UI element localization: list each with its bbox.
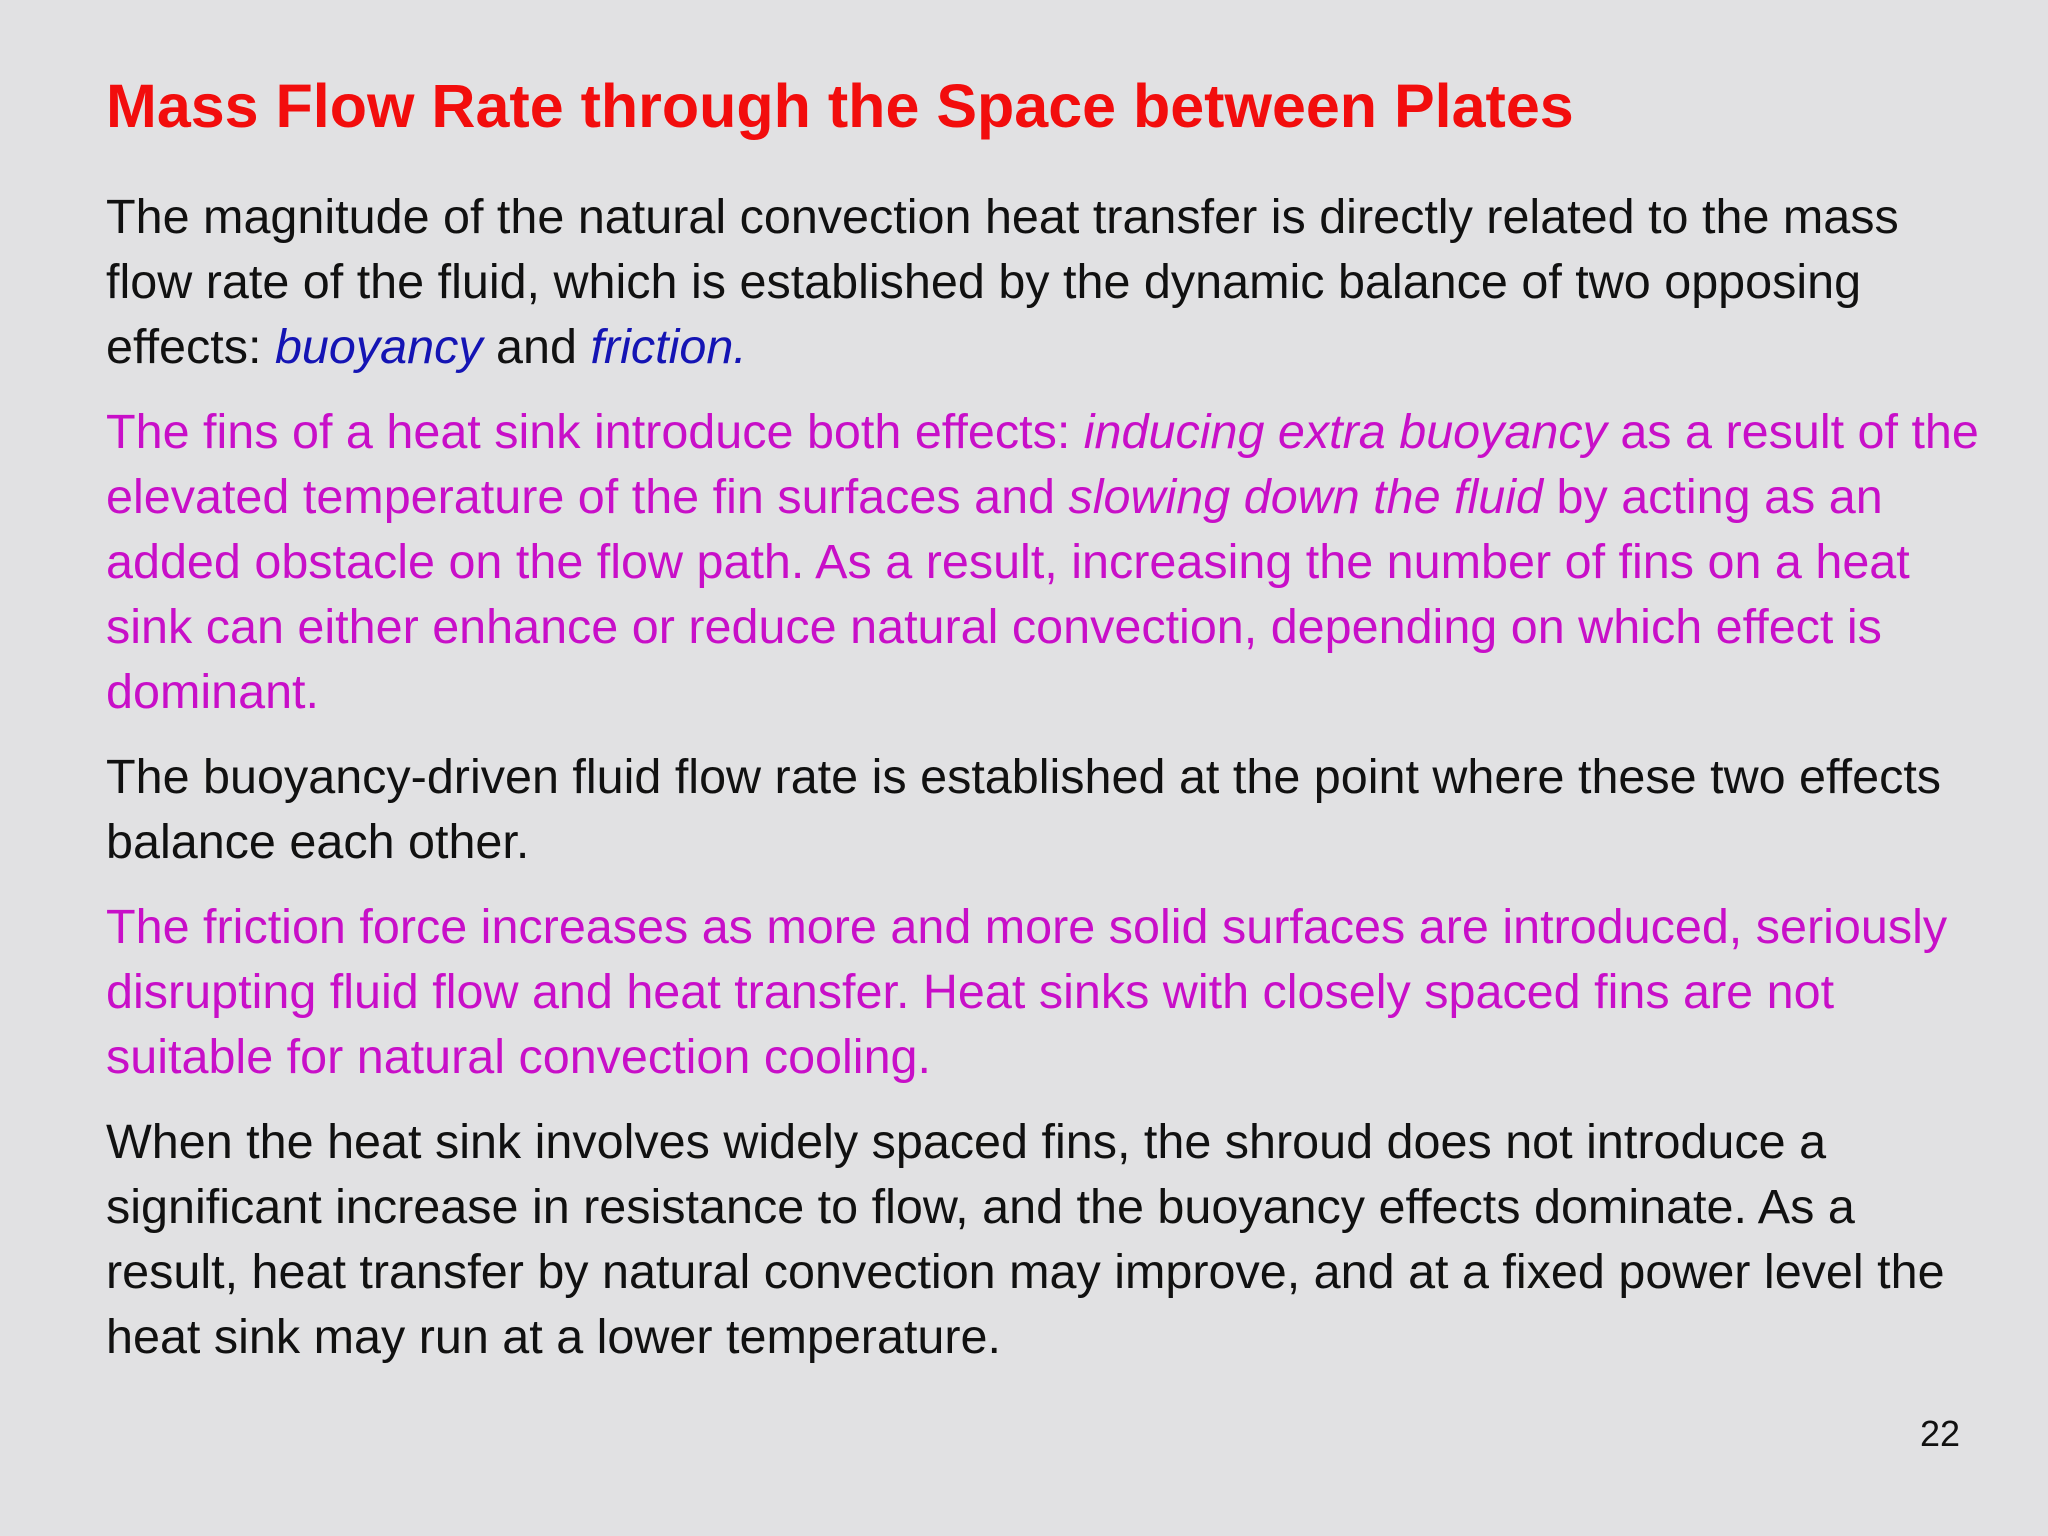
emphasized-text: slowing down the fluid (1068, 470, 1544, 524)
paragraph-text: The buoyancy-driven fluid flow rate is established at the point where these two effects balance each other. (106, 750, 1942, 869)
paragraph-text: by acting as an added obstacle on the flow path. As a result, increasing the number of fins on a heat sink can either enhance or reduce natural convection, depending on which effect is dominant. (106, 470, 1910, 719)
paragraph-text: The fins of a heat sink introduce both effects: (106, 405, 1084, 459)
emphasized-text: inducing extra buoyancy (1083, 405, 1607, 459)
emphasized-text: friction. (590, 320, 747, 374)
body-paragraph (106, 185, 1986, 380)
emphasized-text: buoyancy (274, 320, 483, 374)
slide-body (106, 185, 1986, 1370)
body-paragraph (106, 745, 1986, 875)
slide-title: Mass Flow Rate through the Space between Plates (106, 72, 1574, 140)
body-paragraph (106, 895, 1986, 1090)
paragraph-text: as a result of the elevated temperature of the fin surfaces and (106, 405, 1979, 524)
page-number: 22 (1919, 1413, 1960, 1454)
paragraph-text: and (482, 320, 591, 374)
paragraph-text: When the heat sink involves widely spaced fins, the shroud does not introduce a significant increase in resistance to flow, and the buoyancy effects dominate. As a result, heat transfer by natural convection may improve, and at a fixed power level the heat sink may run at a lower temperature. (106, 1115, 1945, 1364)
body-paragraph (106, 400, 1986, 725)
body-paragraph (106, 1110, 1986, 1370)
paragraph-text: The friction force increases as more and more solid surfaces are introduced, seriously disrupting fluid flow and heat transfer. Heat sinks with closely spaced fins are not suitable for natural convection cooling. (106, 900, 1948, 1084)
paragraph-text: The magnitude of the natural convection heat transfer is directly related to the mass flow rate of the fluid, which is established by the dynamic balance of two opposing effects: (106, 190, 1899, 374)
